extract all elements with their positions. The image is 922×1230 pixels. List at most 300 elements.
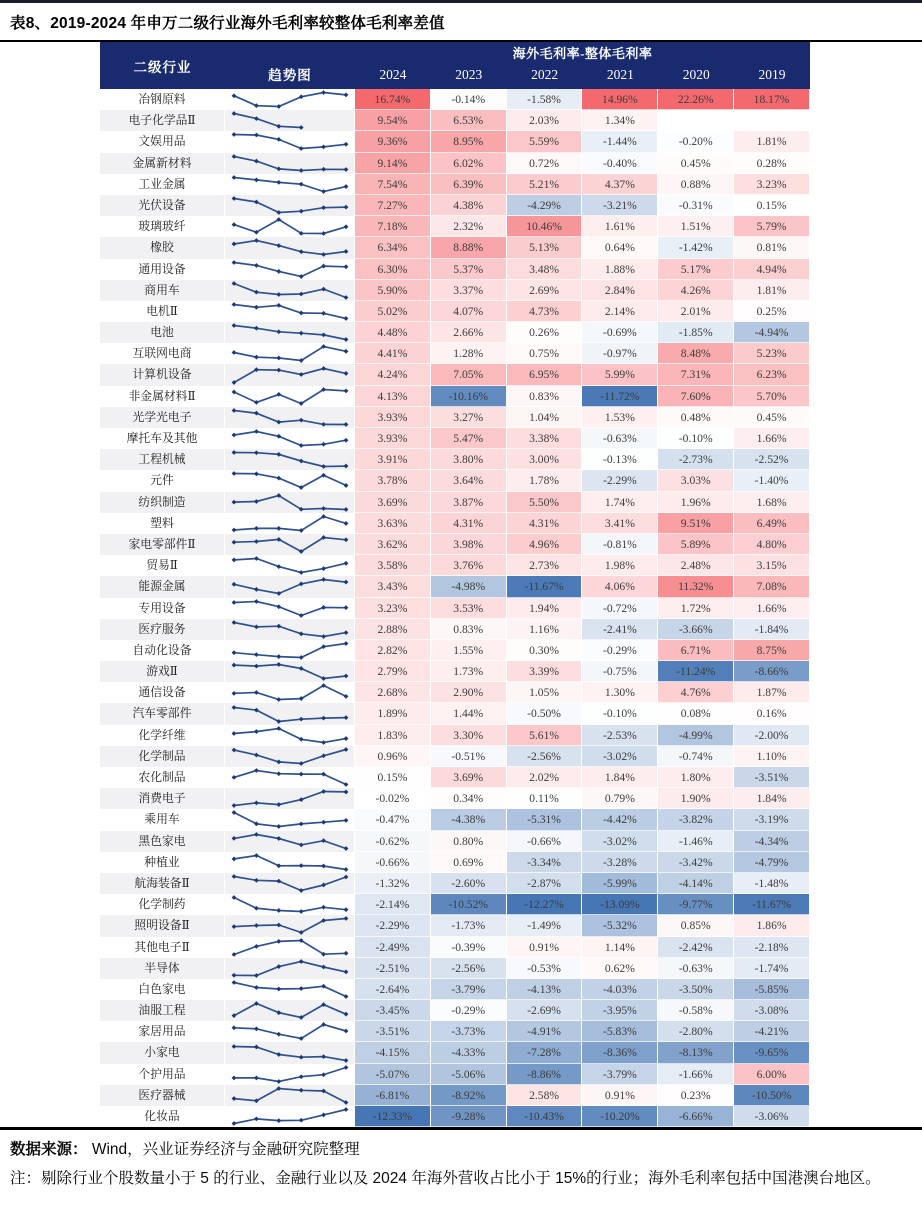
value-cell: -6.66% — [658, 1106, 734, 1127]
trend-sparkline — [225, 1042, 355, 1063]
trend-sparkline — [225, 873, 355, 894]
header-year-2019: 2019 — [758, 67, 786, 82]
value-cell: -4.03% — [582, 979, 658, 1000]
value-cell: 1.98% — [582, 555, 658, 576]
trend-sparkline — [225, 259, 355, 280]
value-cell: 0.23% — [658, 1085, 734, 1106]
table-row — [100, 809, 810, 830]
value-cell: -0.97% — [582, 343, 658, 364]
industry-name: 医疗服务 — [100, 619, 225, 640]
value-cell: -0.63% — [582, 428, 658, 449]
industry-name: 商用车 — [100, 280, 225, 301]
trend-sparkline — [225, 534, 355, 555]
value-cell: -9.28% — [431, 1106, 507, 1127]
value-cell: -2.14% — [355, 894, 431, 915]
table-row — [100, 407, 810, 428]
table-row — [100, 1085, 810, 1106]
value-cell: 3.64% — [431, 470, 507, 491]
value-cell: 1.86% — [734, 915, 810, 936]
value-cell: -5.99% — [582, 873, 658, 894]
trend-sparkline — [225, 195, 355, 216]
value-cell: 0.83% — [431, 619, 507, 640]
table-row — [100, 767, 810, 788]
value-cell: -4.98% — [431, 576, 507, 597]
industry-name: 消费电子 — [100, 788, 225, 809]
table-row — [100, 1000, 810, 1021]
value-cell: -4.15% — [355, 1042, 431, 1063]
value-cell: 8.48% — [658, 343, 734, 364]
value-cell: 1.73% — [431, 661, 507, 682]
value-cell: 0.26% — [507, 322, 583, 343]
value-cell: -4.29% — [507, 195, 583, 216]
trend-sparkline — [225, 280, 355, 301]
value-cell: -2.53% — [582, 725, 658, 746]
industry-name: 塑料 — [100, 513, 225, 534]
trend-sparkline — [225, 894, 355, 915]
value-cell: -0.39% — [431, 937, 507, 958]
value-cell: -1.66% — [658, 1064, 734, 1085]
value-cell: 10.46% — [507, 216, 583, 237]
trend-sparkline — [225, 958, 355, 979]
table-row — [100, 322, 810, 343]
value-cell: -0.66% — [507, 831, 583, 852]
value-cell: 3.69% — [355, 492, 431, 513]
value-cell: 2.68% — [355, 682, 431, 703]
value-cell: 0.72% — [507, 153, 583, 174]
value-cell: 3.15% — [734, 555, 810, 576]
trend-sparkline — [225, 407, 355, 428]
value-cell: -3.06% — [734, 1106, 810, 1127]
industry-name: 橡胶 — [100, 237, 225, 258]
value-cell: -1.73% — [431, 915, 507, 936]
value-cell: 6.02% — [431, 153, 507, 174]
value-cell: 4.38% — [431, 195, 507, 216]
value-cell: 2.32% — [431, 216, 507, 237]
value-cell: 2.66% — [431, 322, 507, 343]
value-cell: -2.87% — [507, 873, 583, 894]
value-cell: -3.42% — [658, 852, 734, 873]
value-cell: -6.81% — [355, 1085, 431, 1106]
industry-name: 农化制品 — [100, 767, 225, 788]
value-cell: -2.56% — [431, 958, 507, 979]
industry-name: 种植业 — [100, 852, 225, 873]
value-cell: 1.74% — [582, 492, 658, 513]
value-cell: -3.95% — [582, 1000, 658, 1021]
value-cell: 9.51% — [658, 513, 734, 534]
value-cell: 7.31% — [658, 364, 734, 385]
trend-sparkline — [225, 216, 355, 237]
value-cell: 0.69% — [431, 852, 507, 873]
value-cell: 7.27% — [355, 195, 431, 216]
table-row — [100, 513, 810, 534]
header-year-2023: 2023 — [455, 67, 483, 82]
table-row — [100, 216, 810, 237]
value-cell: -11.24% — [658, 661, 734, 682]
value-cell: -2.42% — [658, 937, 734, 958]
value-cell: 3.53% — [431, 598, 507, 619]
value-cell: 11.32% — [658, 576, 734, 597]
trend-sparkline — [225, 682, 355, 703]
value-cell: 1.81% — [734, 280, 810, 301]
value-cell: 5.21% — [507, 174, 583, 195]
industry-name: 电子化学品Ⅱ — [100, 110, 225, 131]
value-cell: 6.30% — [355, 259, 431, 280]
value-cell: -10.52% — [431, 894, 507, 915]
table-row — [100, 89, 810, 110]
value-cell: 5.79% — [734, 216, 810, 237]
value-cell: 7.05% — [431, 364, 507, 385]
industry-name: 半导体 — [100, 958, 225, 979]
value-cell: 0.80% — [431, 831, 507, 852]
value-cell: 4.96% — [507, 534, 583, 555]
value-cell: 2.58% — [507, 1085, 583, 1106]
value-cell: 0.16% — [734, 703, 810, 724]
value-cell: -3.02% — [582, 746, 658, 767]
value-cell: 3.62% — [355, 534, 431, 555]
value-cell: 3.38% — [507, 428, 583, 449]
industry-name: 家电零部件Ⅱ — [100, 534, 225, 555]
value-cell: -0.58% — [658, 1000, 734, 1021]
value-cell: -3.79% — [431, 979, 507, 1000]
value-cell: 3.00% — [507, 449, 583, 470]
value-cell: -3.79% — [582, 1064, 658, 1085]
value-cell: -1.85% — [658, 322, 734, 343]
value-cell: 5.99% — [582, 364, 658, 385]
value-cell: 2.79% — [355, 661, 431, 682]
industry-name: 化妆品 — [100, 1106, 225, 1127]
value-cell: 2.03% — [507, 110, 583, 131]
table-row — [100, 492, 810, 513]
industry-name: 贸易Ⅱ — [100, 555, 225, 576]
industry-name: 油服工程 — [100, 1000, 225, 1021]
header-year-2022: 2022 — [531, 67, 559, 82]
table-row — [100, 640, 810, 661]
value-cell: -10.16% — [431, 386, 507, 407]
value-cell: -3.51% — [734, 767, 810, 788]
note-text: 注：剔除行业个股数量小于 5 的行业、金融行业以及 2024 年海外营收占比小于 15%的行业；海外毛利率包括中国港澳台地区。 — [10, 1169, 881, 1187]
table-row — [100, 174, 810, 195]
value-cell: 0.81% — [734, 237, 810, 258]
industry-name: 其他电子Ⅱ — [100, 937, 225, 958]
industry-name: 航海装备Ⅱ — [100, 873, 225, 894]
trend-sparkline — [225, 343, 355, 364]
value-cell: -2.51% — [355, 958, 431, 979]
value-cell: -0.31% — [658, 195, 734, 216]
value-cell: -9.77% — [658, 894, 734, 915]
value-cell: 6.71% — [658, 640, 734, 661]
value-cell: 4.31% — [507, 513, 583, 534]
value-cell: -1.32% — [355, 873, 431, 894]
value-cell: 1.89% — [355, 703, 431, 724]
value-cell: 5.02% — [355, 301, 431, 322]
value-cell: -2.80% — [658, 1021, 734, 1042]
value-cell: -2.60% — [431, 873, 507, 894]
value-cell: -2.73% — [658, 449, 734, 470]
value-cell: 3.91% — [355, 449, 431, 470]
value-cell: -5.07% — [355, 1064, 431, 1085]
value-cell: -4.33% — [431, 1042, 507, 1063]
value-cell: 0.64% — [582, 237, 658, 258]
value-cell: 9.54% — [355, 110, 431, 131]
table-row — [100, 746, 810, 767]
value-cell: 5.90% — [355, 280, 431, 301]
trend-sparkline — [225, 470, 355, 491]
industry-name: 个护用品 — [100, 1064, 225, 1085]
value-cell: -3.50% — [658, 979, 734, 1000]
header-group-label: 海外毛利率-整体毛利率 — [512, 46, 653, 61]
table-row — [100, 364, 810, 385]
margin-heatmap-table — [100, 42, 810, 1127]
table-row — [100, 598, 810, 619]
value-cell: 1.30% — [582, 682, 658, 703]
industry-name: 照明设备Ⅱ — [100, 915, 225, 936]
value-cell: 3.93% — [355, 428, 431, 449]
value-cell: 5.47% — [431, 428, 507, 449]
industry-name: 小家电 — [100, 1042, 225, 1063]
table-row — [100, 343, 810, 364]
value-cell: 1.87% — [734, 682, 810, 703]
table-row — [100, 1106, 810, 1127]
value-cell: 2.84% — [582, 280, 658, 301]
value-cell: 5.59% — [507, 131, 583, 152]
trend-sparkline — [225, 1064, 355, 1085]
value-cell: 2.90% — [431, 682, 507, 703]
value-cell: 3.41% — [582, 513, 658, 534]
value-cell: 3.27% — [431, 407, 507, 428]
value-cell: -0.47% — [355, 809, 431, 830]
trend-sparkline — [225, 979, 355, 1000]
value-cell: -8.36% — [582, 1042, 658, 1063]
value-cell: -2.41% — [582, 619, 658, 640]
table-row — [100, 958, 810, 979]
industry-name: 金属新材料 — [100, 153, 225, 174]
value-cell: 5.61% — [507, 725, 583, 746]
value-cell: -12.33% — [355, 1106, 431, 1127]
industry-name: 光学光电子 — [100, 407, 225, 428]
trend-sparkline — [225, 1021, 355, 1042]
industry-name: 工程机械 — [100, 449, 225, 470]
value-cell: -3.28% — [582, 852, 658, 873]
value-cell: -3.66% — [658, 619, 734, 640]
industry-name: 光伏设备 — [100, 195, 225, 216]
value-cell: 1.72% — [658, 598, 734, 619]
value-cell: 4.41% — [355, 343, 431, 364]
value-cell: -5.06% — [431, 1064, 507, 1085]
source-text: Wind，兴业证券经济与金融研究院整理 — [87, 1141, 360, 1159]
industry-name: 通信设备 — [100, 682, 225, 703]
value-cell: 3.69% — [431, 767, 507, 788]
value-cell: 4.06% — [582, 576, 658, 597]
table-row — [100, 894, 810, 915]
value-cell — [734, 110, 810, 131]
value-cell: -1.74% — [734, 958, 810, 979]
table-body — [100, 89, 810, 1127]
table-row — [100, 725, 810, 746]
value-cell: -3.08% — [734, 1000, 810, 1021]
value-cell: 1.44% — [431, 703, 507, 724]
value-cell: 2.02% — [507, 767, 583, 788]
value-cell: 0.91% — [582, 1085, 658, 1106]
table-row — [100, 915, 810, 936]
value-cell: -2.69% — [507, 1000, 583, 1021]
value-cell: -2.49% — [355, 937, 431, 958]
value-cell: 0.45% — [734, 407, 810, 428]
value-cell: 5.89% — [658, 534, 734, 555]
value-cell: 3.87% — [431, 492, 507, 513]
value-cell: -2.00% — [734, 725, 810, 746]
source-line — [10, 1137, 912, 1164]
value-cell: 18.17% — [734, 89, 810, 110]
value-cell: 0.11% — [507, 788, 583, 809]
value-cell: 1.55% — [431, 640, 507, 661]
page-title: 表8、2019-2024 年申万二级行业海外毛利率较整体毛利率差值 — [10, 15, 445, 32]
value-cell: 22.26% — [658, 89, 734, 110]
value-cell: 2.88% — [355, 619, 431, 640]
value-cell: 1.34% — [582, 110, 658, 131]
value-cell: -4.13% — [507, 979, 583, 1000]
trend-sparkline — [225, 619, 355, 640]
value-cell: -10.50% — [734, 1085, 810, 1106]
value-cell: -1.49% — [507, 915, 583, 936]
value-cell: -1.46% — [658, 831, 734, 852]
value-cell: -5.31% — [507, 809, 583, 830]
value-cell: -0.72% — [582, 598, 658, 619]
value-cell: -8.13% — [658, 1042, 734, 1063]
trend-sparkline — [225, 110, 355, 131]
value-cell: 1.05% — [507, 682, 583, 703]
value-cell: -2.52% — [734, 449, 810, 470]
value-cell: -13.09% — [582, 894, 658, 915]
value-cell: 1.78% — [507, 470, 583, 491]
value-cell: 0.08% — [658, 703, 734, 724]
industry-name: 玻璃玻纤 — [100, 216, 225, 237]
value-cell: -3.45% — [355, 1000, 431, 1021]
industry-name: 乘用车 — [100, 809, 225, 830]
table-row — [100, 301, 810, 322]
value-cell: -4.42% — [582, 809, 658, 830]
industry-name: 汽车零部件 — [100, 703, 225, 724]
value-cell: 5.50% — [507, 492, 583, 513]
value-cell: 8.88% — [431, 237, 507, 258]
value-cell: 1.53% — [582, 407, 658, 428]
industry-name: 黑色家电 — [100, 831, 225, 852]
value-cell: 3.30% — [431, 725, 507, 746]
value-cell: -0.10% — [658, 428, 734, 449]
value-cell: 0.48% — [658, 407, 734, 428]
table-row — [100, 195, 810, 216]
table-row — [100, 428, 810, 449]
value-cell: -11.67% — [507, 576, 583, 597]
industry-name: 摩托车及其他 — [100, 428, 225, 449]
table-row — [100, 619, 810, 640]
value-cell: 16.74% — [355, 89, 431, 110]
table-row — [100, 873, 810, 894]
industry-name: 化学制品 — [100, 746, 225, 767]
trend-sparkline — [225, 1000, 355, 1021]
trend-sparkline — [225, 852, 355, 873]
value-cell: 0.88% — [658, 174, 734, 195]
value-cell: 3.48% — [507, 259, 583, 280]
trend-sparkline — [225, 449, 355, 470]
trend-sparkline — [225, 492, 355, 513]
table-row — [100, 470, 810, 491]
trend-sparkline — [225, 555, 355, 576]
industry-name: 文娱用品 — [100, 131, 225, 152]
value-cell: 0.96% — [355, 746, 431, 767]
value-cell: 5.37% — [431, 259, 507, 280]
industry-name: 冶钢原料 — [100, 89, 225, 110]
value-cell: -8.66% — [734, 661, 810, 682]
header-year-row — [355, 63, 810, 89]
table-row — [100, 555, 810, 576]
value-cell: 3.63% — [355, 513, 431, 534]
table-row — [100, 153, 810, 174]
trend-sparkline — [225, 322, 355, 343]
value-cell: -3.21% — [582, 195, 658, 216]
value-cell: 1.81% — [734, 131, 810, 152]
table-row — [100, 110, 810, 131]
value-cell: 6.00% — [734, 1064, 810, 1085]
value-cell: -0.50% — [507, 703, 583, 724]
table-row — [100, 1021, 810, 1042]
value-cell: 1.61% — [582, 216, 658, 237]
industry-name: 专用设备 — [100, 598, 225, 619]
table-row — [100, 703, 810, 724]
value-cell: -2.18% — [734, 937, 810, 958]
industry-name: 非金属材料Ⅱ — [100, 386, 225, 407]
value-cell: 3.58% — [355, 555, 431, 576]
value-cell: 4.73% — [507, 301, 583, 322]
value-cell: 6.53% — [431, 110, 507, 131]
value-cell: 1.90% — [658, 788, 734, 809]
table-row — [100, 979, 810, 1000]
value-cell: 1.96% — [658, 492, 734, 513]
value-cell: -0.69% — [582, 322, 658, 343]
value-cell: 14.96% — [582, 89, 658, 110]
trend-sparkline — [225, 1106, 355, 1127]
value-cell: -0.53% — [507, 958, 583, 979]
trend-sparkline — [225, 576, 355, 597]
value-cell: 6.34% — [355, 237, 431, 258]
industry-name: 工业金属 — [100, 174, 225, 195]
value-cell: -5.83% — [582, 1021, 658, 1042]
value-cell: 1.10% — [734, 746, 810, 767]
value-cell: 0.25% — [734, 301, 810, 322]
value-cell: -0.63% — [658, 958, 734, 979]
industry-name: 医疗器械 — [100, 1085, 225, 1106]
value-cell: 1.80% — [658, 767, 734, 788]
industry-name: 电机Ⅱ — [100, 301, 225, 322]
trend-sparkline — [225, 915, 355, 936]
industry-name: 白色家电 — [100, 979, 225, 1000]
value-cell: -5.85% — [734, 979, 810, 1000]
value-cell: 1.94% — [507, 598, 583, 619]
industry-name: 计算机设备 — [100, 364, 225, 385]
value-cell: -9.65% — [734, 1042, 810, 1063]
industry-name: 自动化设备 — [100, 640, 225, 661]
value-cell: -4.91% — [507, 1021, 583, 1042]
value-cell: 4.76% — [658, 682, 734, 703]
header-trend-column: 趋势图 — [268, 68, 312, 83]
value-cell: 7.08% — [734, 576, 810, 597]
value-cell: 7.18% — [355, 216, 431, 237]
trend-sparkline — [225, 131, 355, 152]
table-row — [100, 259, 810, 280]
trend-sparkline — [225, 746, 355, 767]
trend-sparkline — [225, 831, 355, 852]
industry-name: 化学制药 — [100, 894, 225, 915]
trend-sparkline — [225, 640, 355, 661]
